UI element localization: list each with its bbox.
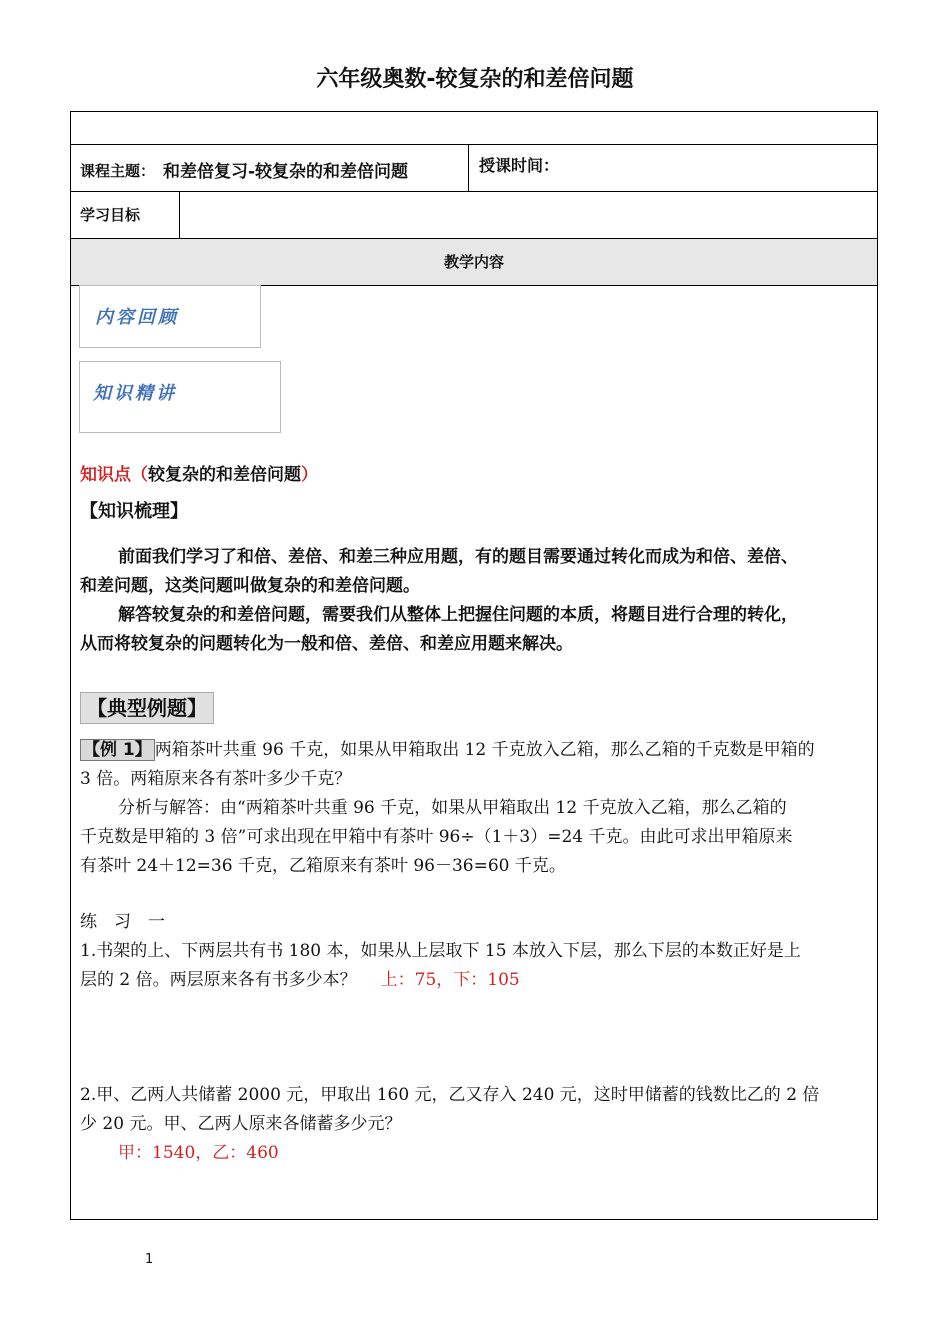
content-label: 教学内容: [443, 253, 504, 271]
column-divider: [179, 192, 180, 238]
document-title: 六年级奥数-较复杂的和差倍问题: [316, 67, 634, 92]
outline-heading: 【知识梳理】: [80, 501, 188, 522]
practice-1-line1: 1.书架的上、下两层共有书 180 本，如果从上层取下 15 本放入下层，那么下层的本数正好是上: [80, 941, 801, 961]
review-box-label: 内容回顾: [95, 307, 179, 328]
explain-box: [79, 361, 281, 433]
knowledge-point-label: 知识点（: [80, 465, 148, 485]
lesson-table: [70, 111, 878, 1220]
explain-box-label: 知识精讲: [93, 383, 177, 404]
practice-2-answer: 甲：1540，乙：460: [118, 1143, 279, 1163]
outline-paragraph-1: [80, 543, 870, 601]
example-1-question: [80, 736, 875, 794]
practice-2-line2: 少 20 元。甲、乙两人原来各储蓄多少元？: [80, 1114, 402, 1134]
outline-p2-line1: 解答较复杂的和差倍问题，需要我们从整体上把握住问题的本质，将题目进行合理的转化，: [118, 605, 798, 625]
knowledge-point: [80, 460, 318, 485]
time-label: 授课时间：: [479, 156, 560, 175]
example-1-a-line2: 千克数是甲箱的 3 倍”可求出现在甲箱中有茶叶 96÷（1＋3）=24 千克。由此可求出甲箱原来: [80, 827, 793, 847]
practice-item-2: [80, 1081, 875, 1168]
example-1-q-line2: 3 倍。两箱原来各有茶叶多少千克？: [80, 769, 352, 789]
practice-item-1: [80, 937, 875, 995]
table-topic-row: [71, 145, 877, 192]
outline-paragraph-2: [80, 601, 870, 659]
example-1-q-line1: 两箱茶叶共重 96 千克，如果从甲箱取出 12 千克放入乙箱，那么乙箱的千克数是甲箱的: [154, 740, 815, 760]
practice-1-answer: 上：75，下：105: [380, 970, 520, 990]
knowledge-point-topic: 较复杂的和差倍问题: [148, 465, 301, 485]
topic-value: 和差倍复习-较复杂的和差倍问题: [163, 162, 409, 182]
outline-p1-line1: 前面我们学习了和倍、差倍、和差三种应用题，有的题目需要通过转化而成为和倍、差倍、: [118, 547, 798, 567]
practice-1-line2: 层的 2 倍。两层原来各有书多少本？: [80, 970, 357, 990]
topic-label: 课程主题：: [80, 162, 156, 180]
table-goal-row: [71, 192, 877, 239]
example-1-a-line1: 分析与解答：由“两箱茶叶共重 96 千克，如果从甲箱取出 12 千克放入乙箱，那么乙箱的: [118, 798, 787, 818]
table-top-row: [71, 112, 877, 145]
review-box: [79, 285, 261, 348]
knowledge-point-close: ）: [301, 465, 318, 485]
page-number: 1: [145, 1252, 154, 1267]
outline-p2-line2: 从而将较复杂的问题转化为一般和倍、差倍、和差应用题来解决。: [80, 634, 573, 654]
practice-heading: 练 习 一: [80, 912, 165, 932]
practice-2-line1: 2.甲、乙两人共储蓄 2000 元，甲取出 160 元，乙又存入 240 元，这时甲储蓄的钱数比乙的 2 倍: [80, 1085, 820, 1105]
goal-label: 学习目标: [80, 206, 141, 224]
column-divider: [468, 145, 469, 191]
example-1-tag: 【例 1】: [80, 739, 155, 761]
example-1-a-line3: 有茶叶 24＋12=36 千克，乙箱原来有茶叶 96－36=60 千克。: [80, 856, 566, 876]
example-1-answer: [80, 794, 875, 881]
table-content-row: [71, 239, 877, 286]
examples-heading: 【典型例题】: [80, 692, 214, 724]
outline-p1-line2: 和差问题，这类问题叫做复杂的和差倍问题。: [80, 576, 420, 596]
